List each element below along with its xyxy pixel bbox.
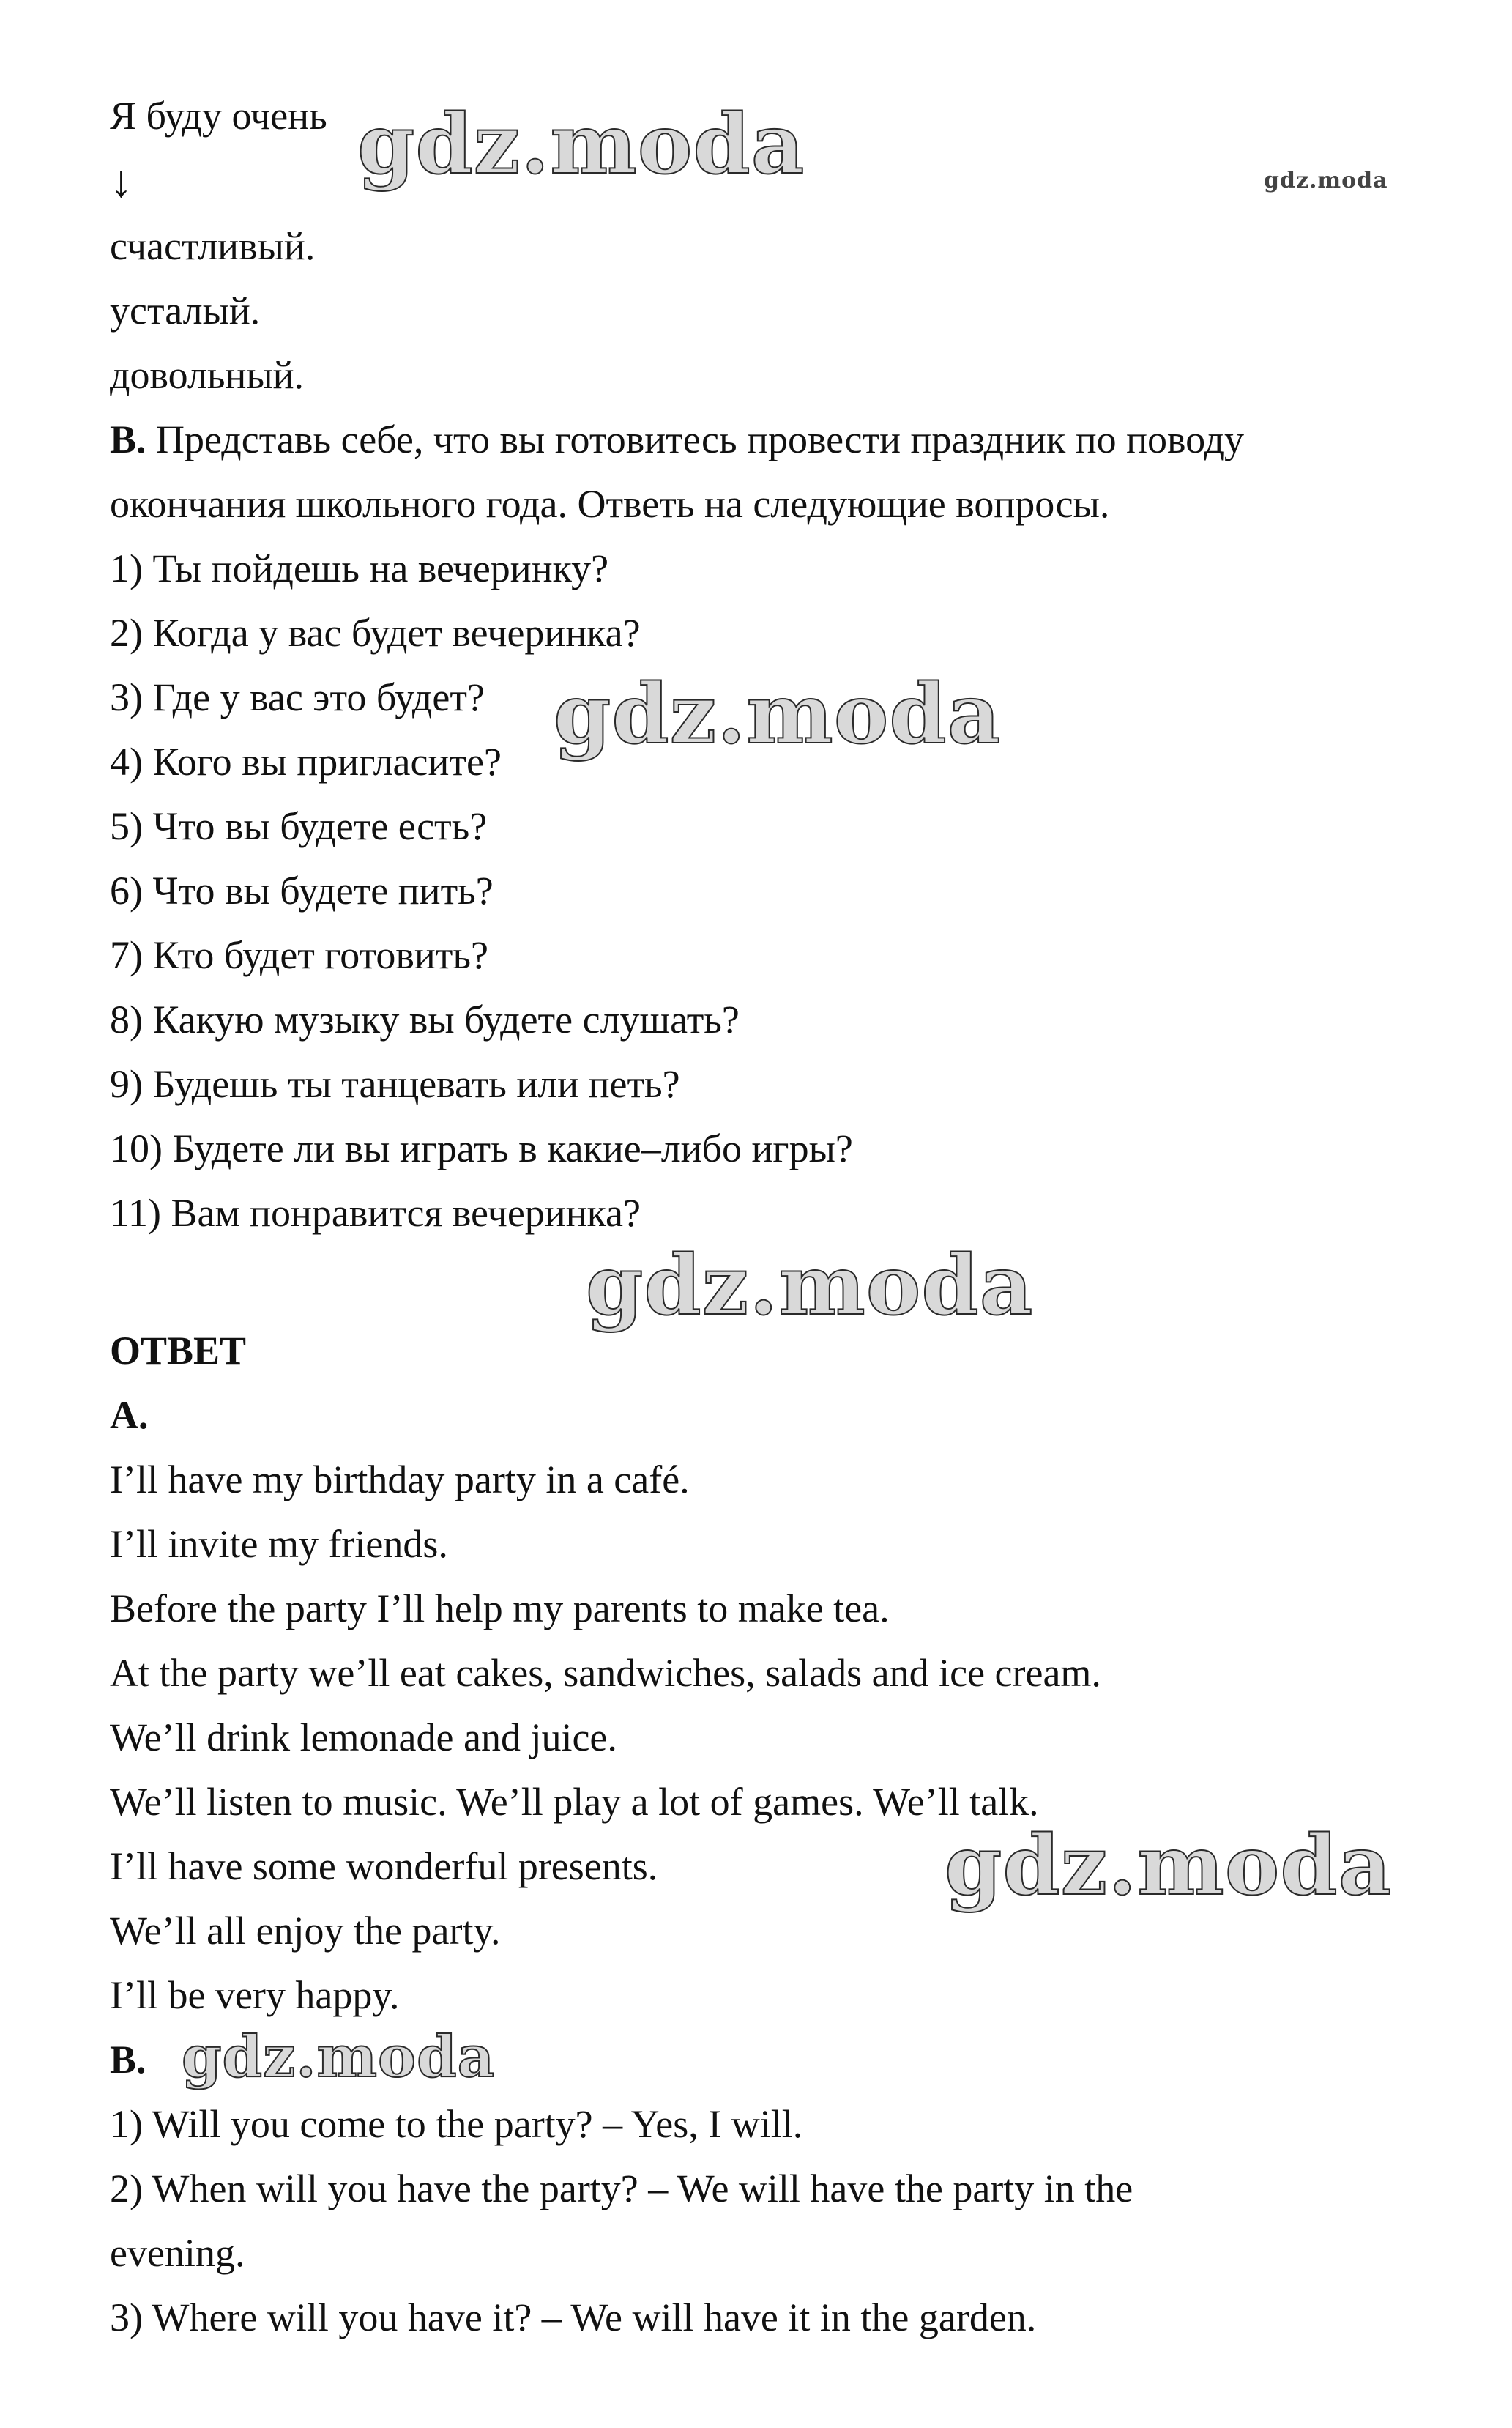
down-arrow-icon: ↓	[110, 157, 133, 207]
answer-a-line-1: I’ll have my birthday party in a café.	[110, 1458, 690, 1501]
question-10: 10) Будете ли вы играть в какие–либо игры?	[110, 1126, 853, 1170]
answer-a-line-9: I’ll be very happy.	[110, 1973, 400, 2017]
watermark-logo-small: gdz.moda	[1264, 168, 1388, 193]
answer-a-line-8: We’ll all enjoy the party.	[110, 1909, 501, 1953]
question-6: 6) Что вы будете пить?	[110, 869, 494, 913]
question-1: 1) Ты пойдешь на вечеринку?	[110, 546, 609, 590]
answer-a-line-6: We’ll listen to music. We’ll play a lot of games. We’ll talk.	[110, 1780, 1039, 1824]
answer-a-line-2: I’ll invite my friends.	[110, 1522, 448, 1566]
answer-b-line-3: evening.	[110, 2231, 245, 2275]
answer-a-line-4: At the party we’ll eat cakes, sandwiches, salads and ice cream.	[110, 1651, 1101, 1695]
watermark-logo: gdz.moda	[182, 2024, 496, 2090]
option-tired: усталый.	[110, 289, 261, 333]
question-4: 4) Кого вы пригласите?	[110, 740, 502, 784]
question-9: 9) Будешь ты танцевать или петь?	[110, 1062, 680, 1106]
answer-a-line-7: I’ll have some wonderful presents.	[110, 1844, 658, 1888]
option-pleased: довольный.	[110, 353, 305, 397]
watermark-logo: gdz.moda	[586, 1238, 1034, 1334]
watermark-logo: gdz.moda	[357, 97, 805, 193]
question-5: 5) Что вы будете есть?	[110, 804, 488, 848]
question-3: 3) Где у вас это будет?	[110, 675, 485, 719]
watermark-logo: gdz.moda	[945, 1818, 1393, 1914]
option-happy: счастливый.	[110, 224, 316, 268]
answer-a-label: A.	[110, 1393, 149, 1437]
answer-b-label: B.	[110, 2038, 146, 2082]
question-11: 11) Вам понравится вечеринка?	[110, 1191, 641, 1235]
watermark-logo: gdz.moda	[554, 667, 1002, 762]
phrase-line: Я буду очень	[110, 94, 327, 138]
task-b-intro	[110, 417, 1244, 461]
answer-b-line-1: 1) Will you come to the party? – Yes, I will.	[110, 2102, 803, 2146]
task-b-intro-line2: окончания школьного года. Ответь на следующие вопросы.	[110, 482, 1110, 526]
question-7: 7) Кто будет готовить?	[110, 933, 488, 977]
task-b-intro-line1: Представь себе, что вы готовитесь провести праздник по поводу	[156, 417, 1245, 461]
task-b-label: B.	[110, 417, 146, 461]
question-2: 2) Когда у вас будет вечеринка?	[110, 611, 641, 655]
answer-a-line-3: Before the party I’ll help my parents to make tea.	[110, 1586, 890, 1630]
answer-heading: ОТВЕТ	[110, 1329, 247, 1373]
answer-a-line-5: We’ll drink lemonade and juice.	[110, 1715, 617, 1759]
question-8: 8) Какую музыку вы будете слушать?	[110, 998, 740, 1042]
answer-b-line-2: 2) When will you have the party? – We will have the party in the	[110, 2167, 1133, 2210]
answer-b-line-4: 3) Where will you have it? – We will have it in the garden.	[110, 2295, 1037, 2339]
